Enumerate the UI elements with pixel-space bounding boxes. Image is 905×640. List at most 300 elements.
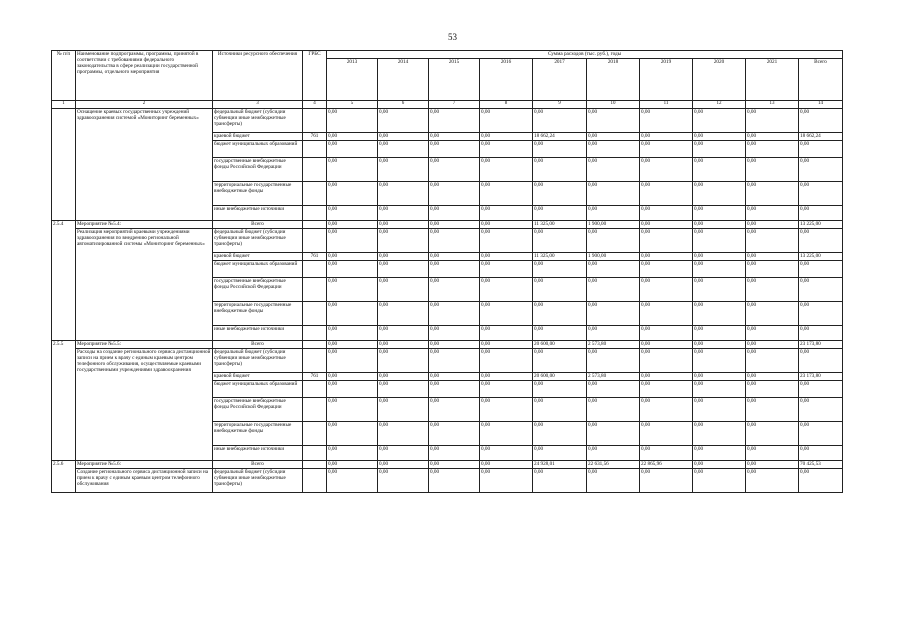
amount-cell: 23 173,80 [799, 373, 843, 381]
amount-cell: 0,00 [327, 182, 378, 206]
amount-cell: 0,00 [429, 133, 480, 141]
amount-cell: 0,00 [587, 398, 640, 422]
amount-cell: 0,00 [693, 341, 746, 349]
amount-cell: 0,00 [693, 381, 746, 398]
source-label: бюджет муниципальных образований [213, 381, 303, 398]
amount-cell: 0,00 [799, 109, 843, 133]
amount-cell: 0,00 [480, 381, 533, 398]
amount-cell: 11 325,00 [533, 221, 587, 229]
amount-cell: 0,00 [799, 381, 843, 398]
page-number: 53 [448, 32, 457, 42]
amount-cell: 0,00 [533, 182, 587, 206]
header-col-sum: Сумма расходов (тыс. руб.), годы [327, 51, 843, 59]
amount-cell: 0,00 [378, 326, 429, 341]
amount-cell: 0,00 [587, 326, 640, 341]
amount-cell: 0,00 [799, 326, 843, 341]
amount-cell: 0,00 [378, 446, 429, 461]
amount-cell: 0,00 [640, 261, 693, 278]
source-label: территориальные государственные внебюджетные фонды [213, 302, 303, 326]
amount-cell: 0,00 [378, 182, 429, 206]
amount-cell: 0,00 [429, 349, 480, 373]
table-row [52, 109, 843, 133]
amount-cell: 0,00 [480, 349, 533, 373]
amount-cell: 70 425,53 [799, 461, 843, 469]
amount-cell: 0,00 [746, 158, 799, 182]
amount-cell: 0,00 [378, 261, 429, 278]
amount-cell: 1 900,00 [587, 253, 640, 261]
amount-cell: 0,00 [693, 229, 746, 253]
amount-cell: 0,00 [378, 373, 429, 381]
amount-cell: 0,00 [378, 206, 429, 221]
amount-cell: 0,00 [587, 381, 640, 398]
amount-cell: 0,00 [480, 341, 533, 349]
amount-cell: 0,00 [746, 398, 799, 422]
amount-cell: 0,00 [533, 141, 587, 158]
amount-cell: 0,00 [746, 381, 799, 398]
amount-cell: 0,00 [640, 158, 693, 182]
amount-cell: 0,00 [693, 141, 746, 158]
amount-cell: 0,00 [429, 381, 480, 398]
grbs-cell: 761 [303, 133, 327, 141]
amount-cell: 0,00 [587, 141, 640, 158]
amount-cell: 0,00 [327, 341, 378, 349]
amount-cell: 0,00 [327, 446, 378, 461]
amount-cell: 0,00 [746, 229, 799, 253]
amount-cell: 0,00 [746, 446, 799, 461]
header-col-source: Источники ресурсного обеспечения [213, 51, 303, 101]
amount-cell: 0,00 [693, 461, 746, 469]
amount-cell: 0,00 [799, 349, 843, 373]
amount-cell: 0,00 [640, 381, 693, 398]
amount-cell: 0,00 [799, 182, 843, 206]
amount-cell: 0,00 [429, 278, 480, 302]
amount-cell: 0,00 [640, 278, 693, 302]
amount-cell: 0,00 [587, 158, 640, 182]
amount-cell: 2 573,80 [587, 373, 640, 381]
amount-cell: 13 225,00 [799, 221, 843, 229]
amount-cell: 0,00 [480, 446, 533, 461]
source-label: краевой бюджет [213, 373, 303, 381]
row-code: 2.5.4 [52, 221, 76, 341]
amount-cell: 0,00 [327, 381, 378, 398]
amount-cell: 0,00 [640, 302, 693, 326]
amount-cell: 0,00 [587, 349, 640, 373]
amount-cell: 0,00 [693, 469, 746, 493]
source-label: федеральный бюджет (субсидии субвенции иные межбюджетные трансферты) [213, 109, 303, 133]
amount-cell: 0,00 [480, 229, 533, 253]
grbs-cell [303, 206, 327, 221]
amount-cell: 0,00 [327, 158, 378, 182]
amount-cell: 0,00 [533, 261, 587, 278]
amount-cell: 0,00 [693, 398, 746, 422]
amount-cell: 0,00 [693, 349, 746, 373]
amount-cell: 24 928,01 [533, 461, 587, 469]
amount-cell: 0,00 [429, 253, 480, 261]
amount-cell: 0,00 [693, 278, 746, 302]
amount-cell: 0,00 [378, 133, 429, 141]
amount-cell: 18 662,24 [533, 133, 587, 141]
amount-cell: 0,00 [429, 261, 480, 278]
amount-cell: 0,00 [533, 278, 587, 302]
source-label: территориальные государственные внебюджетные фонды [213, 182, 303, 206]
amount-cell: 0,00 [746, 206, 799, 221]
table-header [52, 51, 843, 109]
source-label: бюджет муниципальных образований [213, 141, 303, 158]
amount-cell: 0,00 [480, 261, 533, 278]
amount-cell: 0,00 [587, 446, 640, 461]
activity-description: Расходы на создание регионального сервиса дистанционной записи на прием к врачу с единым краевым центром телефонного обслуживания, осуществляемые краевыми государственными учреждениями здравоохранения [76, 349, 213, 461]
header-col-no: № п/п [52, 51, 76, 101]
amount-cell: 0,00 [378, 341, 429, 349]
amount-cell: 0,00 [327, 229, 378, 253]
amount-cell: 0,00 [693, 182, 746, 206]
amount-cell: 0,00 [480, 182, 533, 206]
amount-cell: 0,00 [693, 253, 746, 261]
amount-cell: 0,00 [533, 349, 587, 373]
amount-cell: 0,00 [746, 133, 799, 141]
amount-cell: 0,00 [480, 253, 533, 261]
amount-cell: 0,00 [429, 141, 480, 158]
amount-cell: 0,00 [480, 278, 533, 302]
amount-cell: 0,00 [429, 341, 480, 349]
amount-cell: 20 600,00 [533, 341, 587, 349]
amount-cell: 0,00 [480, 109, 533, 133]
amount-cell: 0,00 [429, 461, 480, 469]
amount-cell: 0,00 [378, 381, 429, 398]
activity-description: Оснащение краевых государственных учреждений здравоохранения системой «Мониторинг беременных» [76, 109, 213, 221]
amount-cell: 0,00 [480, 158, 533, 182]
amount-cell: 0,00 [429, 302, 480, 326]
amount-cell: 0,00 [327, 302, 378, 326]
header-year: Всего [799, 59, 843, 101]
amount-cell: 0,00 [327, 398, 378, 422]
amount-cell: 0,00 [587, 261, 640, 278]
amount-cell: 0,00 [640, 109, 693, 133]
amount-cell: 0,00 [693, 261, 746, 278]
grbs-cell [303, 349, 327, 373]
amount-cell: 0,00 [693, 133, 746, 141]
grbs-cell [303, 446, 327, 461]
amount-cell: 0,00 [327, 261, 378, 278]
amount-cell: 0,00 [799, 141, 843, 158]
header-year: 2020 [693, 59, 746, 101]
amount-cell: 0,00 [640, 373, 693, 381]
source-label: Всего [213, 341, 303, 349]
column-number: 1 [52, 101, 76, 109]
amount-cell: 0,00 [587, 182, 640, 206]
activity-description: Реализация мероприятий краевыми учреждениями здравоохранения по внедрению региональной автоматизированной системы «Мониторинг беременных» [76, 229, 213, 341]
amount-cell: 0,00 [746, 278, 799, 302]
amount-cell: 0,00 [587, 422, 640, 446]
amount-cell: 0,00 [429, 373, 480, 381]
header-year: 2014 [378, 59, 429, 101]
amount-cell: 0,00 [746, 182, 799, 206]
grbs-cell [303, 302, 327, 326]
amount-cell: 0,00 [640, 182, 693, 206]
amount-cell: 0,00 [640, 422, 693, 446]
header-year: 2015 [429, 59, 480, 101]
amount-cell: 23 173,80 [799, 341, 843, 349]
amount-cell: 0,00 [640, 469, 693, 493]
amount-cell: 0,00 [746, 253, 799, 261]
amount-cell: 0,00 [640, 446, 693, 461]
amount-cell: 0,00 [640, 253, 693, 261]
amount-cell: 0,00 [799, 398, 843, 422]
amount-cell: 0,00 [480, 141, 533, 158]
amount-cell: 0,00 [533, 326, 587, 341]
amount-cell: 0,00 [587, 206, 640, 221]
amount-cell: 0,00 [640, 229, 693, 253]
amount-cell: 0,00 [533, 229, 587, 253]
amount-cell: 0,00 [799, 302, 843, 326]
amount-cell: 0,00 [429, 182, 480, 206]
column-number-row [52, 101, 843, 109]
amount-cell: 0,00 [378, 422, 429, 446]
amount-cell: 0,00 [693, 206, 746, 221]
row-code: 2.5.5 [52, 341, 76, 461]
grbs-cell: 761 [303, 253, 327, 261]
grbs-cell [303, 229, 327, 253]
source-label: федеральный бюджет (субсидии субвенции иные межбюджетные трансферты) [213, 229, 303, 253]
amount-cell: 0,00 [480, 469, 533, 493]
amount-cell: 0,00 [378, 349, 429, 373]
amount-cell: 0,00 [327, 422, 378, 446]
source-label: государственные внебюджетные фонды Российской Федерации [213, 398, 303, 422]
amount-cell: 0,00 [533, 109, 587, 133]
amount-cell: 0,00 [587, 278, 640, 302]
amount-cell: 0,00 [640, 141, 693, 158]
source-label: государственные внебюджетные фонды Российской Федерации [213, 278, 303, 302]
amount-cell: 0,00 [533, 422, 587, 446]
amount-cell: 0,00 [378, 461, 429, 469]
amount-cell: 0,00 [533, 206, 587, 221]
amount-cell: 0,00 [378, 253, 429, 261]
grbs-cell [303, 261, 327, 278]
amount-cell: 0,00 [746, 469, 799, 493]
amount-cell: 0,00 [799, 158, 843, 182]
grbs-cell [303, 109, 327, 133]
amount-cell: 0,00 [327, 253, 378, 261]
source-label: федеральный бюджет (субсидии субвенции иные межбюджетные трансферты) [213, 349, 303, 373]
amount-cell: 0,00 [533, 446, 587, 461]
amount-cell: 0,00 [378, 229, 429, 253]
header-year: 2019 [640, 59, 693, 101]
column-number: 7 [429, 101, 480, 109]
amount-cell: 0,00 [746, 341, 799, 349]
budget-table [51, 50, 843, 493]
amount-cell: 0,00 [693, 326, 746, 341]
amount-cell: 0,00 [378, 221, 429, 229]
amount-cell: 0,00 [746, 422, 799, 446]
amount-cell: 0,00 [587, 109, 640, 133]
amount-cell: 0,00 [693, 158, 746, 182]
amount-cell: 0,00 [799, 261, 843, 278]
amount-cell: 11 325,00 [533, 253, 587, 261]
source-label: Всего [213, 221, 303, 229]
amount-cell: 0,00 [640, 221, 693, 229]
amount-cell: 0,00 [327, 206, 378, 221]
amount-cell: 0,00 [640, 341, 693, 349]
source-label: иные внебюджетные источники [213, 446, 303, 461]
grbs-cell [303, 141, 327, 158]
column-number: 12 [693, 101, 746, 109]
amount-cell: 0,00 [378, 158, 429, 182]
amount-cell: 13 225,00 [799, 253, 843, 261]
amount-cell: 0,00 [640, 398, 693, 422]
amount-cell: 0,00 [429, 326, 480, 341]
table-row [52, 229, 843, 253]
amount-cell: 0,00 [693, 373, 746, 381]
amount-cell: 0,00 [327, 278, 378, 302]
amount-cell: 0,00 [327, 461, 378, 469]
amount-cell: 0,00 [378, 302, 429, 326]
grbs-cell [303, 461, 327, 469]
source-label: территориальные государственные внебюджетные фонды [213, 422, 303, 446]
amount-cell: 0,00 [799, 229, 843, 253]
amount-cell: 0,00 [799, 469, 843, 493]
header-col-grbs: ГРБС [303, 51, 327, 101]
header-year: 2013 [327, 59, 378, 101]
amount-cell: 0,00 [533, 381, 587, 398]
amount-cell: 0,00 [480, 461, 533, 469]
amount-cell: 0,00 [327, 133, 378, 141]
source-label: Всего [213, 461, 303, 469]
header-year: 2018 [587, 59, 640, 101]
grbs-cell [303, 469, 327, 493]
amount-cell: 0,00 [746, 302, 799, 326]
amount-cell: 0,00 [746, 373, 799, 381]
amount-cell: 0,00 [640, 326, 693, 341]
source-label: федеральный бюджет (субсидии субвенции иные межбюджетные трансферты) [213, 469, 303, 493]
column-number: 8 [480, 101, 533, 109]
column-number: 14 [799, 101, 843, 109]
amount-cell: 0,00 [587, 302, 640, 326]
amount-cell: 0,00 [429, 422, 480, 446]
amount-cell: 0,00 [327, 221, 378, 229]
amount-cell: 1 900,00 [587, 221, 640, 229]
amount-cell: 0,00 [533, 469, 587, 493]
amount-cell: 0,00 [587, 133, 640, 141]
amount-cell: 0,00 [327, 373, 378, 381]
grbs-cell: 761 [303, 373, 327, 381]
activity-description: Создание регионального сервиса дистанционной записи на прием к врачу с единым краевым центром телефонного обслуживания [76, 469, 213, 493]
amount-cell: 0,00 [378, 141, 429, 158]
column-number: 9 [533, 101, 587, 109]
amount-cell: 0,00 [693, 302, 746, 326]
amount-cell: 0,00 [799, 446, 843, 461]
column-number: 4 [303, 101, 327, 109]
column-number: 2 [76, 101, 213, 109]
column-number: 10 [587, 101, 640, 109]
column-number: 11 [640, 101, 693, 109]
column-number: 3 [213, 101, 303, 109]
column-number: 6 [378, 101, 429, 109]
amount-cell: 0,00 [533, 398, 587, 422]
amount-cell: 0,00 [587, 469, 640, 493]
amount-cell: 0,00 [746, 261, 799, 278]
source-label: краевой бюджет [213, 253, 303, 261]
amount-cell: 0,00 [587, 229, 640, 253]
amount-cell: 0,00 [429, 398, 480, 422]
grbs-cell [303, 158, 327, 182]
table-row-total [52, 221, 843, 229]
activity-title: Мероприятие №5.5: [76, 341, 213, 349]
amount-cell: 0,00 [746, 141, 799, 158]
amount-cell: 18 662,24 [799, 133, 843, 141]
amount-cell: 0,00 [746, 109, 799, 133]
amount-cell: 0,00 [480, 302, 533, 326]
amount-cell: 22 631,56 [587, 461, 640, 469]
amount-cell: 0,00 [378, 398, 429, 422]
table-row-total [52, 461, 843, 469]
grbs-cell [303, 381, 327, 398]
amount-cell: 0,00 [429, 109, 480, 133]
amount-cell: 0,00 [480, 133, 533, 141]
row-code [52, 109, 76, 221]
amount-cell: 0,00 [480, 398, 533, 422]
activity-title: Мероприятие №5.4: [76, 221, 213, 229]
amount-cell: 0,00 [746, 349, 799, 373]
grbs-cell [303, 182, 327, 206]
source-label: иные внебюджетные источники [213, 206, 303, 221]
grbs-cell [303, 221, 327, 229]
amount-cell: 0,00 [746, 221, 799, 229]
amount-cell: 0,00 [693, 446, 746, 461]
amount-cell: 0,00 [799, 422, 843, 446]
amount-cell: 22 865,96 [640, 461, 693, 469]
grbs-cell [303, 326, 327, 341]
amount-cell: 2 573,80 [587, 341, 640, 349]
activity-title: Мероприятие №5.6: [76, 461, 213, 469]
amount-cell: 0,00 [429, 206, 480, 221]
header-year: 2016 [480, 59, 533, 101]
row-code: 2.5.6 [52, 461, 76, 493]
amount-cell: 0,00 [693, 221, 746, 229]
amount-cell: 0,00 [533, 158, 587, 182]
amount-cell: 0,00 [533, 302, 587, 326]
table-row [52, 469, 843, 493]
table-row-total [52, 341, 843, 349]
amount-cell: 0,00 [327, 349, 378, 373]
amount-cell: 0,00 [429, 446, 480, 461]
source-label: государственные внебюджетные фонды Российской Федерации [213, 158, 303, 182]
amount-cell: 0,00 [746, 326, 799, 341]
grbs-cell [303, 398, 327, 422]
amount-cell: 0,00 [640, 206, 693, 221]
amount-cell: 20 600,00 [533, 373, 587, 381]
table-body [52, 109, 843, 493]
amount-cell: 0,00 [429, 221, 480, 229]
grbs-cell [303, 341, 327, 349]
amount-cell: 0,00 [429, 229, 480, 253]
grbs-cell [303, 278, 327, 302]
amount-cell: 0,00 [327, 109, 378, 133]
amount-cell: 0,00 [429, 158, 480, 182]
amount-cell: 0,00 [480, 221, 533, 229]
column-number: 13 [746, 101, 799, 109]
grbs-cell [303, 422, 327, 446]
amount-cell: 0,00 [327, 141, 378, 158]
amount-cell: 0,00 [693, 422, 746, 446]
amount-cell: 0,00 [480, 326, 533, 341]
amount-cell: 0,00 [378, 469, 429, 493]
amount-cell: 0,00 [378, 278, 429, 302]
amount-cell: 0,00 [327, 469, 378, 493]
amount-cell: 0,00 [693, 109, 746, 133]
source-label: краевой бюджет [213, 133, 303, 141]
amount-cell: 0,00 [429, 469, 480, 493]
source-label: бюджет муниципальных образований [213, 261, 303, 278]
